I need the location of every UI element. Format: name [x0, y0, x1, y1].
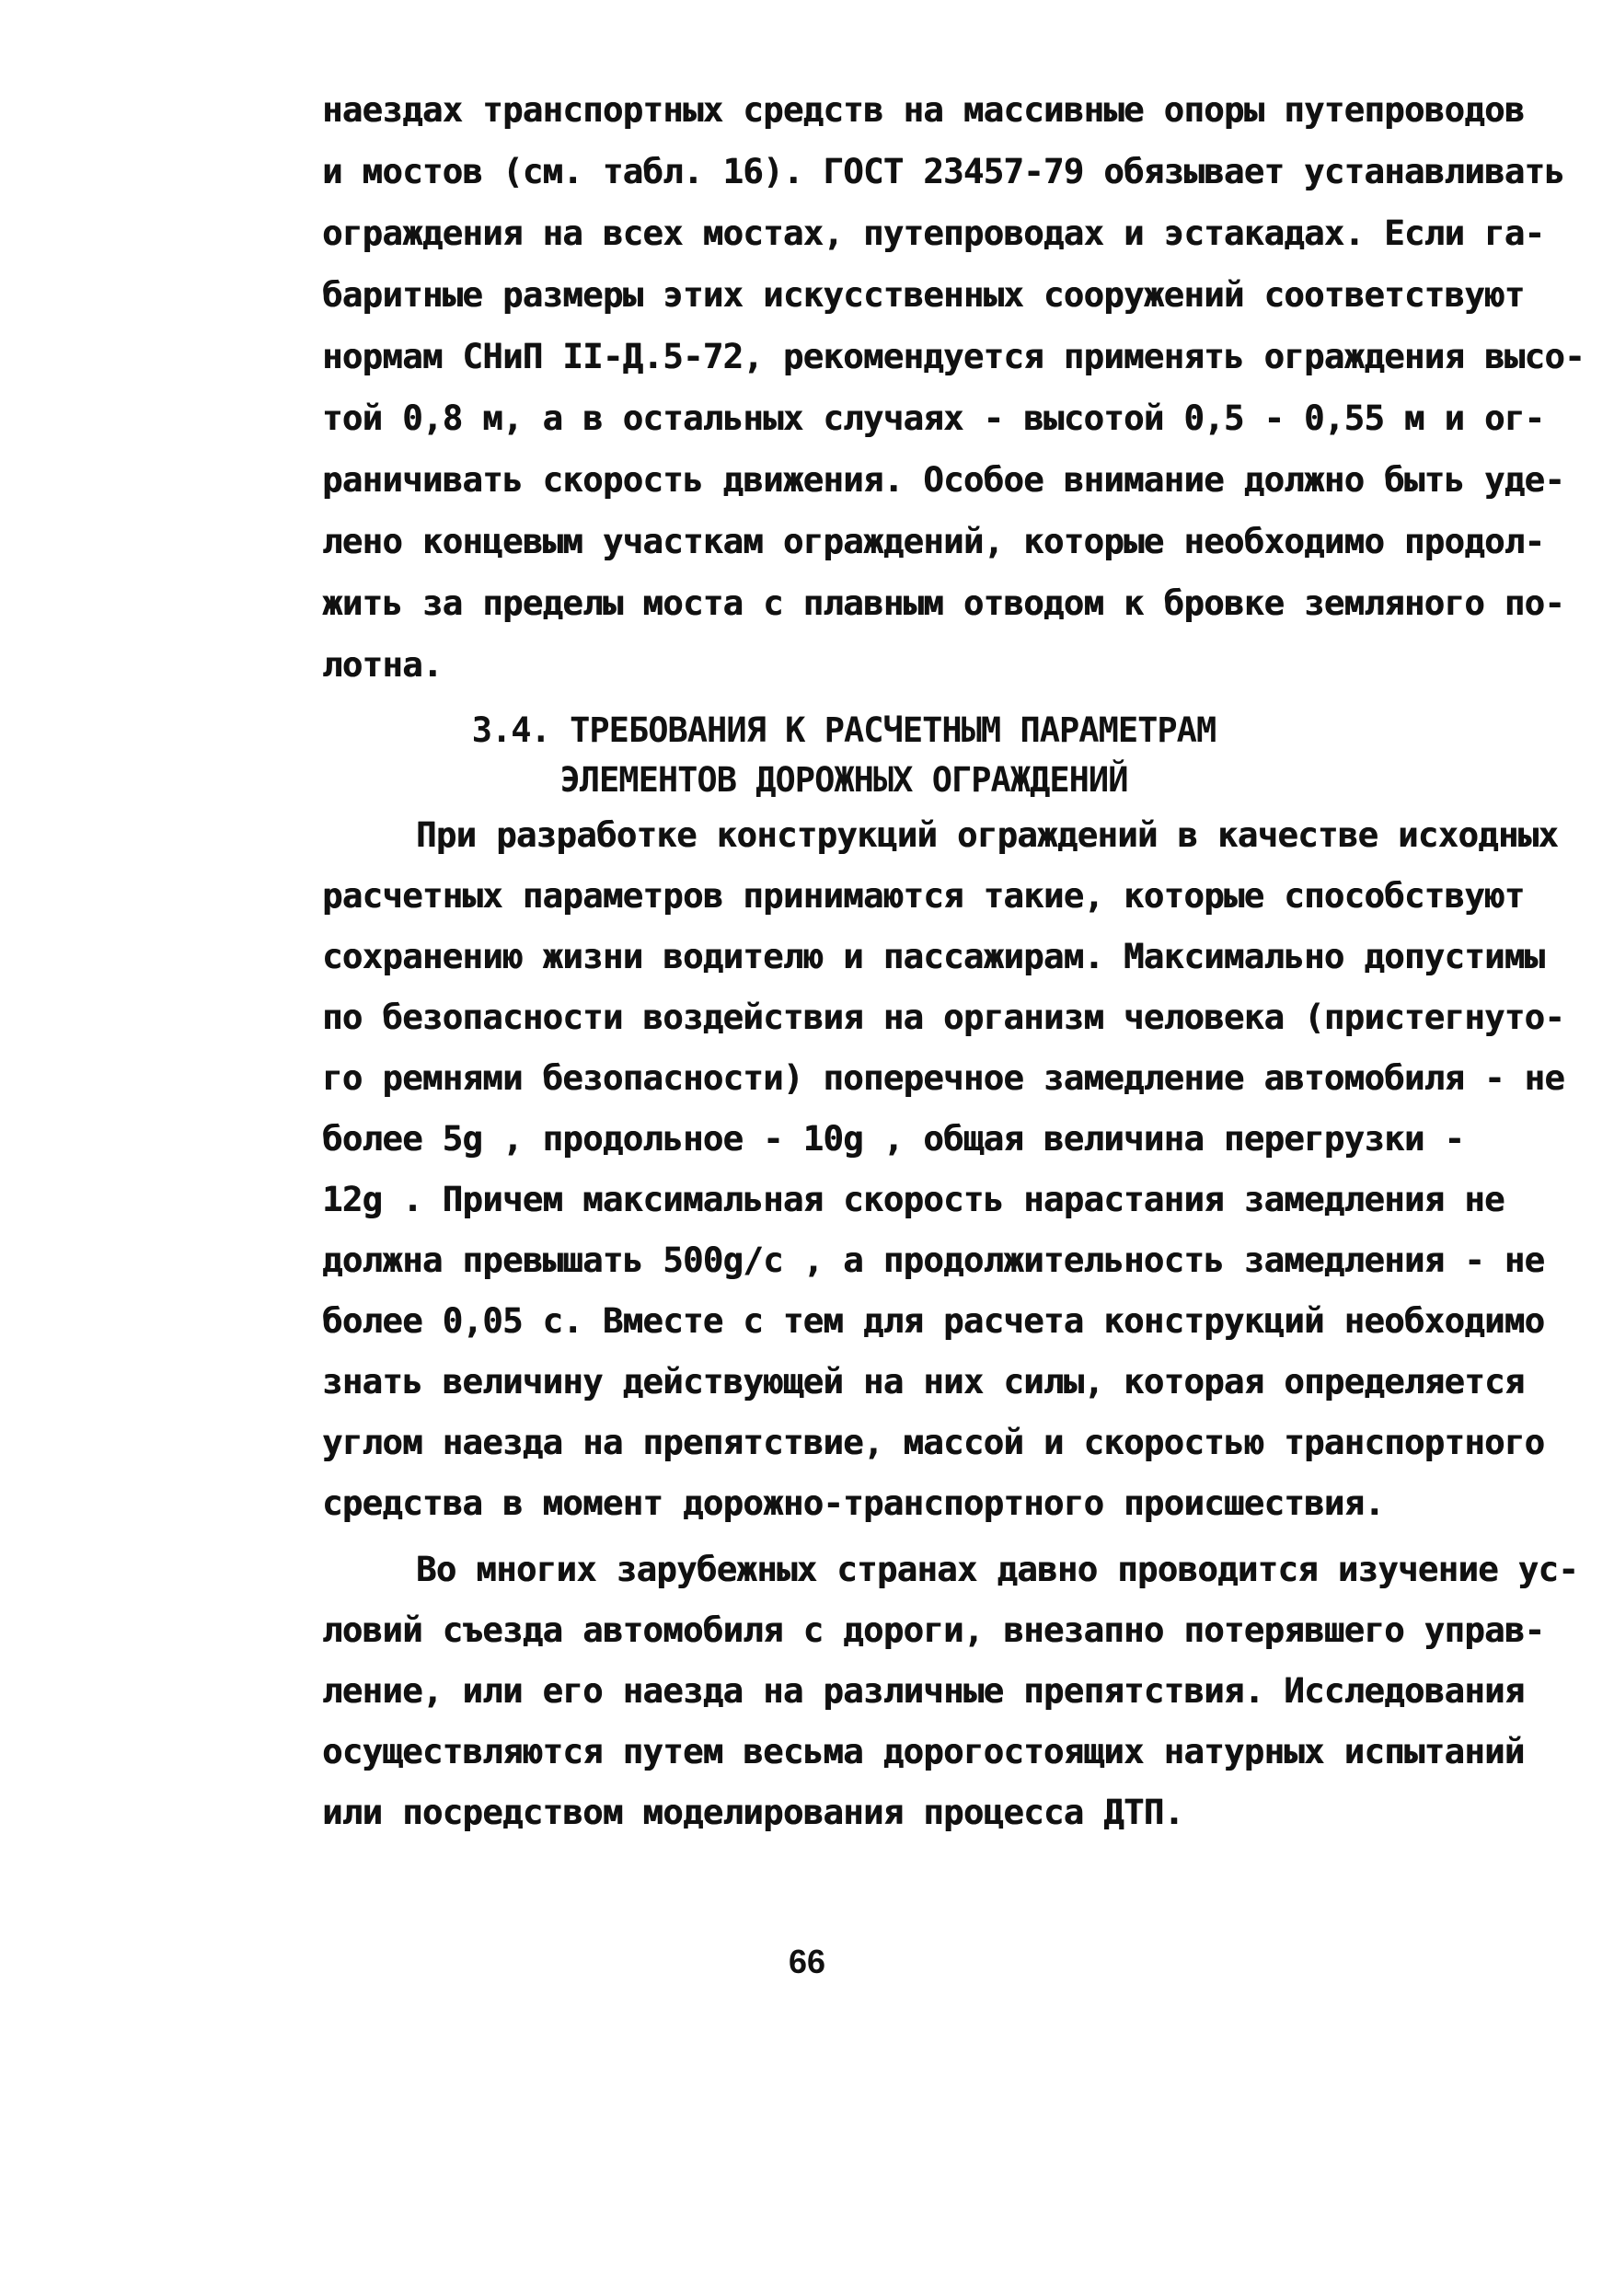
paragraph-3-line: или посредством моделирования процесса ДТП.	[322, 1793, 1184, 1832]
paragraph-1-line: наездах транспортных средств на массивные опоры путепроводов	[322, 90, 1525, 130]
paragraph-2-line: более 0,05 с. Вместе с тем для расчета конструкций необходимо	[322, 1301, 1545, 1341]
paragraph-1-line: лено концевым участкам ограждений, которые необходимо продол-	[322, 522, 1545, 561]
paragraph-3-line: осуществляются путем весьма дорогостоящих натурных испытаний	[322, 1732, 1525, 1771]
paragraph-2-line: знать величину действующей на них силы, которая определяется	[322, 1362, 1525, 1402]
paragraph-1-line: той 0,8 м, а в остальных случаях - высотой 0,5 - 0,55 м и ог-	[322, 398, 1545, 438]
section-heading: ЭЛЕМЕНТОВ ДОРОЖНЫХ ОГРАЖДЕНИЙ	[559, 760, 1128, 800]
paragraph-2-line: средства в момент дорожно-транспортного происшествия.	[322, 1483, 1385, 1523]
page-number: 66	[788, 1943, 826, 1980]
paragraph-3-line: ловий съезда автомобиля с дороги, внезапно потерявшего управ-	[322, 1610, 1545, 1650]
paragraph-2-line: 12g . Причем максимальная скорость нарастания замедления не	[322, 1180, 1504, 1219]
paragraph-2-line: по безопасности воздействия на организм человека (пристегнуто-	[322, 998, 1565, 1037]
paragraph-2-line: го ремнями безопасности) поперечное замедление автомобиля - не	[322, 1058, 1565, 1098]
paragraph-1-line: раничивать скорость движения. Особое внимание должно быть уде-	[322, 460, 1565, 500]
paragraph-2-line: При разработке конструкций ограждений в качестве исходных	[416, 815, 1559, 855]
paragraph-3-line: Во многих зарубежных странах давно проводится изучение ус-	[416, 1550, 1579, 1589]
section-heading: 3.4. ТРЕБОВАНИЯ К РАСЧЕТНЫМ ПАРАМЕТРАМ	[471, 710, 1216, 750]
paragraph-2-line: должна превышать 500g/c , а продолжительность замедления - не	[322, 1240, 1545, 1280]
paragraph-2-line: более 5g , продольное - 10g , общая величина перегрузки -	[322, 1119, 1465, 1159]
paragraph-1-line: лотна.	[322, 645, 443, 685]
paragraph-2-line: расчетных параметров принимаются такие, которые способствуют	[322, 876, 1525, 916]
paragraph-2-line: сохранению жизни водителю и пассажирам. Максимально допустимы	[322, 937, 1545, 976]
paragraph-1-line: жить за пределы моста с плавным отводом к бровке земляного по-	[322, 583, 1565, 623]
paragraph-3-line: ление, или его наезда на различные препятствия. Исследования	[322, 1671, 1525, 1711]
paragraph-1-line: и мостов (см. табл. 16). ГОСТ 23457-79 обязывает устанавливать	[322, 152, 1565, 191]
paragraph-1-line: баритные размеры этих искусственных сооружений соответствуют	[322, 275, 1525, 315]
paragraph-1-line: нормам СНиП II-Д.5-72, рекомендуется применять ограждения высо-	[322, 337, 1585, 376]
paragraph-2-line: углом наезда на препятствие, массой и скоростью транспортного	[322, 1423, 1545, 1462]
paragraph-1-line: ограждения на всех мостах, путепроводах и эстакадах. Если га-	[322, 213, 1545, 253]
